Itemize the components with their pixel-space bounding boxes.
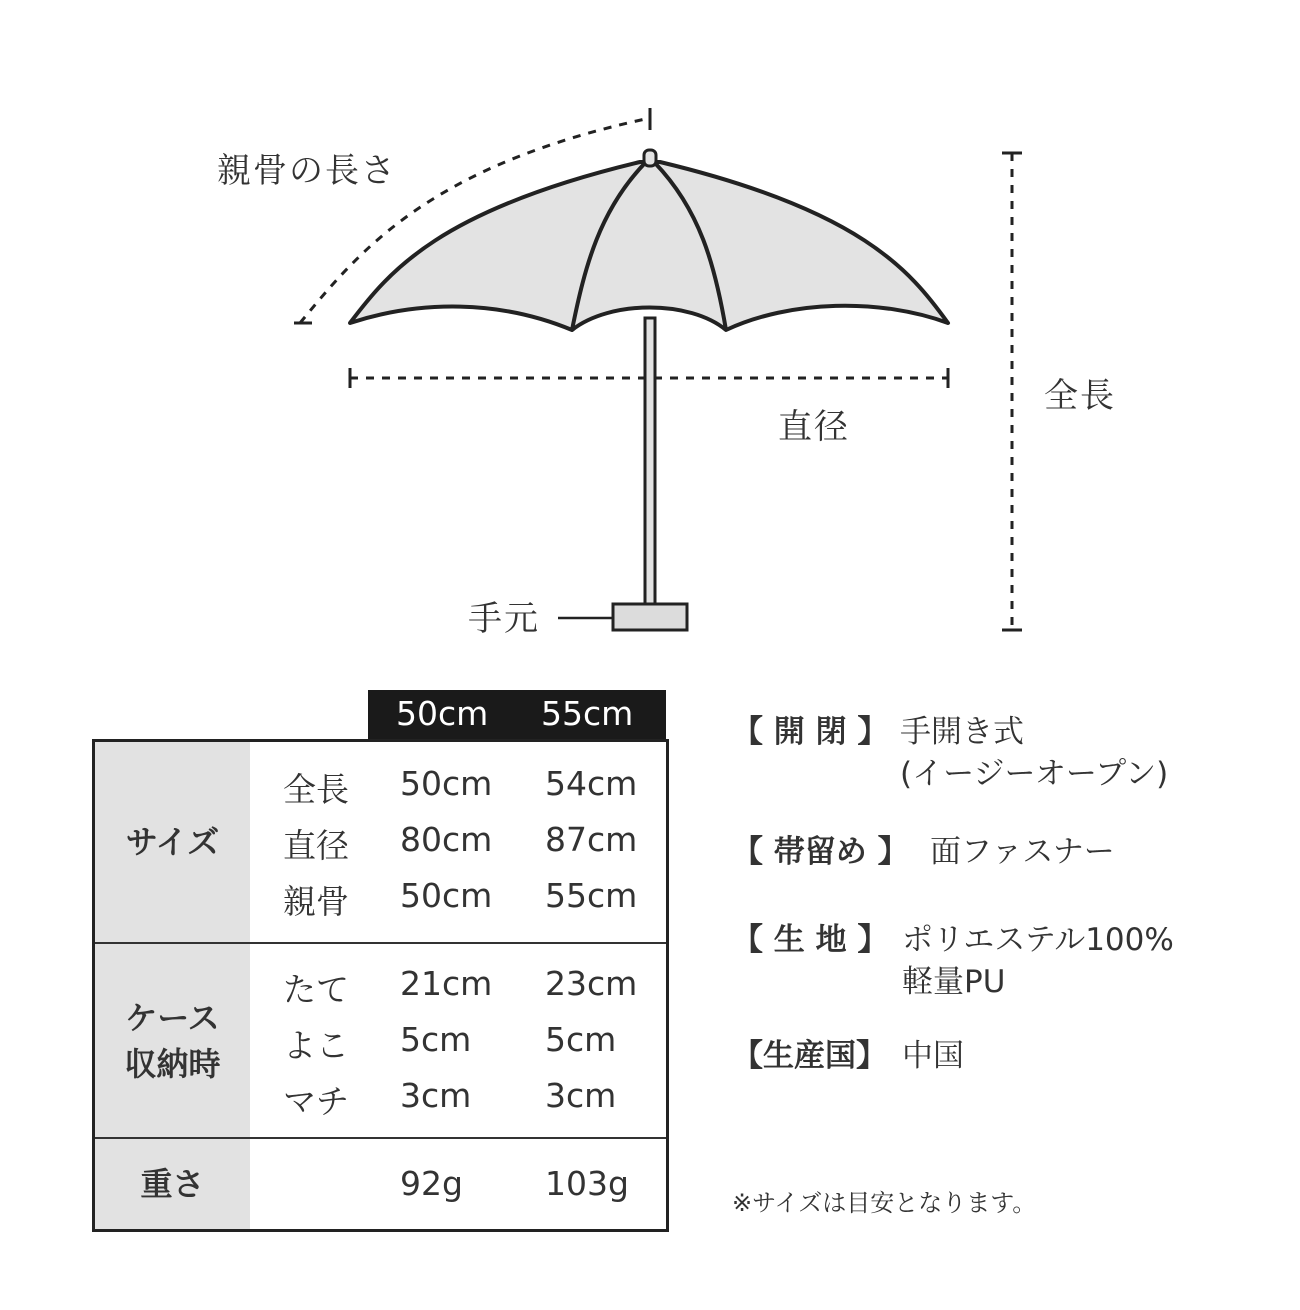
row-value-55: 54cm [545,764,638,803]
table-row [95,876,666,926]
row-value-55: 3cm [545,1076,617,1115]
spec-value-open-close: 手開き式 [900,714,1024,750]
row-label: 直径 [283,826,349,865]
spec-label-fabric: 【 生 地 】 [732,922,889,958]
table-row [95,1076,666,1126]
size-header-50: 50cm [396,694,489,733]
row-value-55: 55cm [545,876,638,915]
handle-label: 手元 [468,599,540,639]
row-value-50: 80cm [400,820,493,859]
table-row [95,1164,666,1214]
category-weight: 重さ [95,1139,250,1229]
table-row [95,1020,666,1070]
row-value-55: 5cm [545,1020,617,1059]
category-size: サイズ [95,742,250,942]
spec-value-origin: 中国 [902,1038,964,1074]
table-row [95,820,666,870]
rib-length-label: 親骨の長さ [217,151,397,191]
spec-value-fastener: 面ファスナー [930,834,1115,870]
row-value-50: 21cm [400,964,493,1003]
size-header-55: 55cm [541,694,634,733]
spec-label-fastener: 【 帯留め 】 [732,834,909,870]
row-value-50: 3cm [400,1076,472,1115]
size-disclaimer-note: ※サイズは目安となります。 [732,1189,1037,1217]
size-header [368,690,666,740]
row-value-50: 5cm [400,1020,472,1059]
spec-value-fabric: ポリエステル100% [902,922,1174,958]
spec-value-open-close-sub: (イージーオープン) [900,756,1169,792]
umbrella-canopy [350,162,948,330]
row-label: マチ [283,1082,349,1121]
row-value-50: 50cm [400,764,493,803]
table-row [95,964,666,1014]
category-case: ケース 収納時 [95,944,250,1137]
diameter-label: 直径 [778,407,850,447]
total-length-label: 全長 [1044,376,1116,416]
umbrella-top-knob [644,150,656,166]
spec-label-open-close: 【 開 閉 】 [732,714,889,750]
row-value-55: 87cm [545,820,638,859]
row-value-55: 23cm [545,964,638,1003]
spec-value-fabric-sub: 軽量PU [902,964,1006,1000]
row-value-55: 103g [545,1164,629,1203]
umbrella-handle [613,604,687,630]
row-value-50: 92g [400,1164,463,1203]
spec-label-origin: 【生産国】 [732,1038,887,1074]
row-label: たて [283,970,349,1009]
row-value-50: 50cm [400,876,493,915]
row-label: 全長 [283,770,349,809]
table-row [95,764,666,814]
spec-table [92,739,669,1232]
umbrella-shaft [645,318,655,606]
row-label: 親骨 [283,882,349,921]
row-label: よこ [283,1026,349,1065]
